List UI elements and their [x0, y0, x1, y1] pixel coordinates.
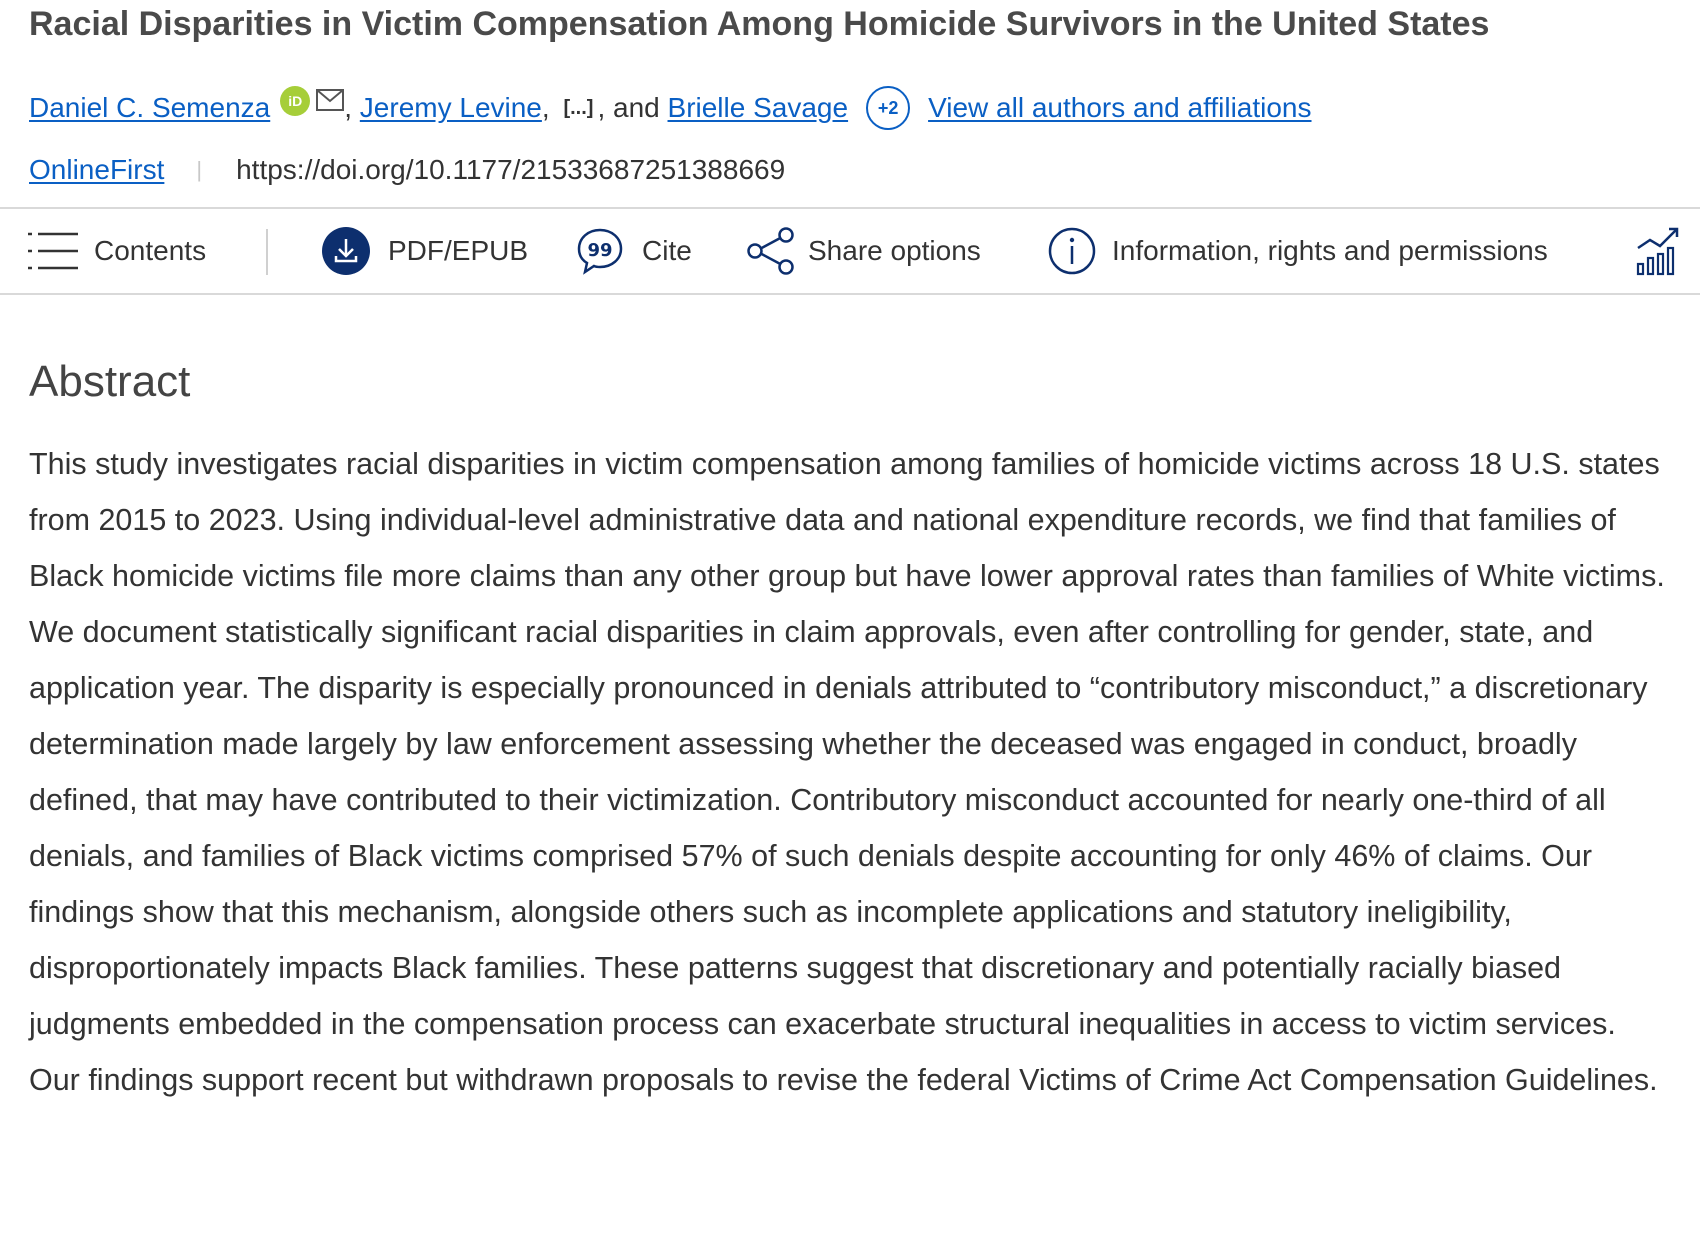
cite-label: Cite	[642, 235, 692, 266]
menu-list-icon	[28, 230, 78, 272]
article-title: Racial Disparities in Victim Compensation Among Homicide Survivors in the United States	[29, 5, 1490, 43]
quote-bubble-icon	[576, 227, 624, 275]
cite-button[interactable]	[576, 209, 692, 293]
comma-separator: ,	[541, 92, 558, 123]
meta-divider: |	[196, 157, 203, 182]
more-authors-ellipsis[interactable]: [...]	[563, 96, 594, 119]
and-text: , and	[597, 92, 668, 123]
orcid-icon[interactable]: iD	[280, 86, 310, 116]
info-icon	[1048, 227, 1096, 275]
contents-label: Contents	[94, 235, 207, 266]
author-link-semenza[interactable]: Daniel C. Semenza	[29, 92, 271, 123]
share-options-label: Share options	[808, 235, 981, 266]
svg-text:99: 99	[587, 240, 613, 261]
share-options-button[interactable]	[746, 209, 981, 293]
comma-separator: ,	[344, 92, 360, 123]
author-line	[29, 86, 1312, 130]
pdf-epub-button[interactable]	[322, 209, 528, 293]
doi-text[interactable]: https://doi.org/10.1177/21533687251388669	[236, 154, 786, 185]
author-link-levine[interactable]: Jeremy Levine	[359, 92, 542, 123]
pdf-epub-label: PDF/EPUB	[388, 235, 529, 266]
view-all-authors-link[interactable]: View all authors and affiliations	[928, 92, 1312, 123]
contents-button[interactable]	[28, 209, 206, 293]
information-rights-button[interactable]	[1048, 209, 1548, 293]
share-icon	[746, 227, 796, 275]
metrics-chart-icon	[1636, 226, 1682, 276]
toolbar-divider	[266, 229, 268, 275]
more-authors-badge[interactable]: +2	[866, 86, 910, 130]
download-icon	[322, 227, 370, 275]
publication-meta	[29, 150, 785, 190]
metrics-button[interactable]	[1636, 209, 1682, 293]
online-first-link[interactable]: OnlineFirst	[29, 154, 165, 185]
mail-icon[interactable]	[316, 86, 344, 118]
author-link-savage[interactable]: Brielle Savage	[667, 92, 849, 123]
article-toolbar	[0, 207, 1700, 295]
information-rights-label: Information, rights and permissions	[1112, 235, 1548, 266]
abstract-text: This study investigates racial disparities in victim compensation among families of homicide victims across 18 U.S. states from 2015 to 2023. Using individual-level administrative data and national expenditure records, we find that families of Black homicide victims file more claims than any other group but have lower approval rates than families of White victims. We document statistically significant racial disparities in claim approvals, even after controlling for gender, state, and application year. The disparity is especially pronounced in denials attributed to “contributory misconduct,” a discretionary determination made largely by law enforcement assessing whether the deceased was engaged in conduct, broadly defined, that may have contributed to their victimization. Contributory misconduct accounted for nearly one-third of all denials, and families of Black victims comprised 57% of such denials despite accounting for only 46% of claims. Our findings show that this mechanism, alongside others such as incomplete applications and statutory ineligibility, disproportionately impacts Black families. These patterns suggest that discretionary and potentially racially biased judgments embedded in the compensation process can exacerbate structural inequalities in access to victim services. Our findings support recent but withdrawn proposals to revise the federal Victims of Crime Act Compensation Guidelines.	[29, 447, 1665, 1097]
abstract-heading: Abstract	[29, 357, 191, 406]
